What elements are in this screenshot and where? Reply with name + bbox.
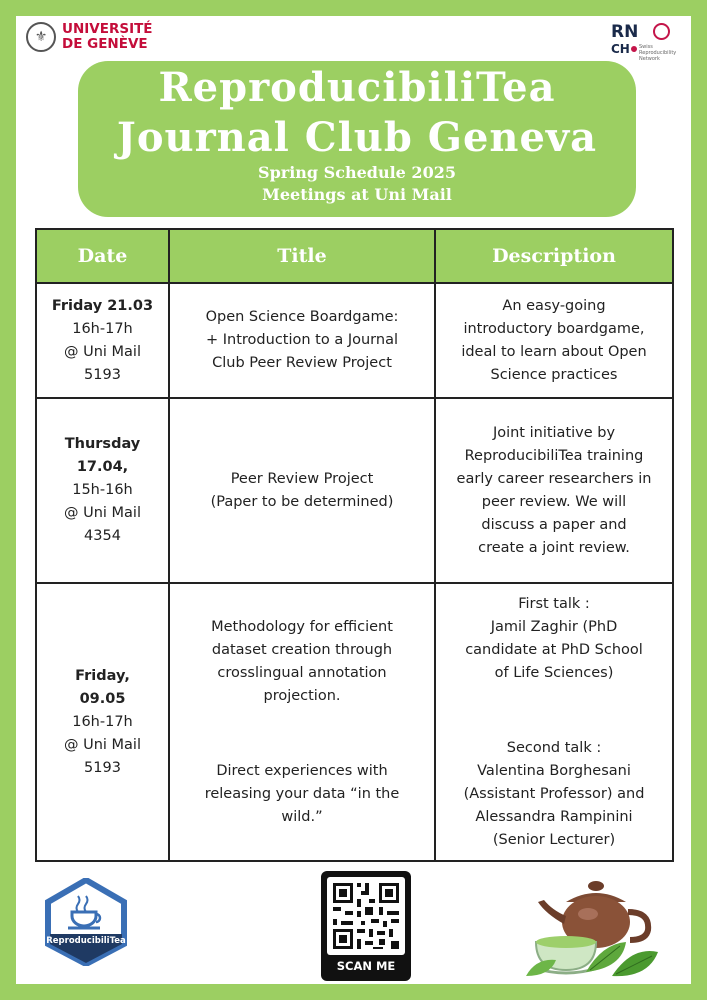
row3-desc1-line: candidate at PhD School: [465, 641, 643, 658]
row3-title2-line: wild.”: [281, 808, 323, 825]
teacup-badge-icon: [42, 878, 130, 966]
unige-name-line2: DE GENÈVE: [62, 36, 148, 52]
row3-time: 16h-17h: [72, 713, 133, 730]
row2-desc-line: create a joint review.: [478, 539, 630, 556]
row2-desc-line: Joint initiative by: [492, 424, 616, 441]
title-line-1: ReproducibiliTea: [158, 64, 556, 111]
row3-title1-line: dataset creation through: [211, 641, 393, 658]
table-header-row: [36, 229, 673, 283]
network-ch-text: CH: [611, 42, 630, 56]
qr-code[interactable]: [321, 871, 411, 981]
row1-room: @ Uni Mail: [63, 343, 141, 360]
row3-desc-talk1: [444, 593, 664, 737]
globe-icon: [653, 23, 670, 40]
row3-title-talk1: [178, 616, 426, 760]
teapot-illustration: [516, 872, 666, 982]
row3-title2-line: releasing your data “in the: [204, 785, 400, 802]
row1-title: [169, 283, 435, 398]
reproducibilitea-badge: [42, 878, 130, 966]
row3-desc2-line: (Assistant Professor) and: [463, 785, 645, 802]
row3-desc-talk2: [444, 737, 664, 852]
row3-desc1-line: of Life Sciences): [494, 664, 614, 681]
row3-title: [169, 583, 435, 861]
row3-room-number: 5193: [84, 759, 121, 776]
row3-room: @ Uni Mail: [63, 736, 141, 753]
row1-desc-line: ideal to learn about Open: [461, 343, 647, 360]
row2-desc-line: ReproducibiliTea training: [464, 447, 644, 464]
row3-date-value: 09.05: [79, 690, 126, 707]
row2-time: 15h-16h: [72, 482, 133, 498]
row1-desc-line: An easy-going: [502, 297, 606, 314]
row3-title1-line: projection.: [263, 687, 341, 704]
row3-desc1-line: First talk :: [518, 595, 590, 612]
row1-description: [435, 283, 673, 398]
title-line-2: Journal Club Geneva: [116, 114, 598, 161]
swiss-reproducibility-network-logo: [611, 22, 681, 62]
row2-description: [435, 398, 673, 583]
table-row: [36, 283, 673, 398]
badge-label: ReproducibiliTea: [46, 936, 126, 946]
row2-desc-line: discuss a paper and: [481, 516, 627, 533]
header-description: Description: [435, 229, 673, 283]
poster: [16, 16, 691, 984]
row2-room-number: 4354: [84, 528, 121, 544]
schedule-table: [35, 228, 674, 862]
row1-title-line: Club Peer Review Project: [212, 355, 392, 371]
row1-room-number: 5193: [84, 366, 121, 383]
row3-description: [435, 583, 673, 861]
row1-date: [36, 283, 169, 398]
network-subtitle: Swiss Reproducibility Network: [639, 44, 677, 62]
header-date: Date: [36, 229, 169, 283]
unige-logo: [26, 22, 153, 52]
row3-desc2-line: (Senior Lecturer): [492, 831, 616, 848]
row1-desc-line: Science practices: [490, 366, 618, 383]
subtitle-line-1: Spring Schedule 2025: [258, 163, 456, 182]
subtitle-line-2: Meetings at Uni Mail: [262, 185, 452, 204]
row1-title-line: + Introduction to a Journal: [206, 332, 398, 348]
row2-room: @ Uni Mail: [63, 505, 141, 521]
title-banner: [78, 61, 636, 217]
row1-desc-line: introductory boardgame,: [463, 320, 645, 337]
table-row: [36, 398, 673, 583]
scan-me-label: SCAN ME: [336, 959, 396, 973]
teapot-icon: [516, 872, 666, 982]
row3-title-talk2: [178, 760, 426, 829]
row3-day: Friday,: [75, 667, 130, 684]
row1-title-line: Open Science Boardgame:: [205, 309, 399, 325]
row2-date-value: 17.04,: [76, 459, 129, 475]
row2-title-line: (Paper to be determined): [210, 493, 394, 510]
row3-title2-line: Direct experiences with: [216, 762, 388, 779]
row2-desc-line: peer review. We will: [481, 493, 627, 510]
row3-title1-line: Methodology for efficient: [211, 618, 393, 635]
network-rn-text: RN: [611, 22, 639, 42]
row2-title-line: Peer Review Project: [230, 470, 374, 487]
row2-day: Thursday: [64, 436, 141, 452]
network-dot-icon: [631, 46, 637, 52]
unige-name-line1: UNIVERSITÉ: [62, 21, 153, 37]
row2-desc-line: early career researchers in: [456, 470, 652, 487]
row3-desc2-line: Valentina Borghesani: [477, 762, 631, 779]
row3-desc2-line: Second talk :: [506, 739, 602, 756]
row3-desc1-line: Jamil Zaghir (PhD: [490, 618, 618, 635]
row3-desc2-line: Alessandra Rampinini: [475, 808, 633, 825]
row2-date: [36, 398, 169, 583]
table-row: [36, 583, 673, 861]
row1-day: Friday 21.03: [51, 297, 154, 314]
header-title: Title: [169, 229, 435, 283]
unige-seal-icon: ⚜: [26, 22, 56, 52]
row3-date: [36, 583, 169, 861]
row2-title: [169, 398, 435, 583]
row1-time: 16h-17h: [72, 320, 133, 337]
row3-title1-line: crosslingual annotation: [217, 664, 387, 681]
